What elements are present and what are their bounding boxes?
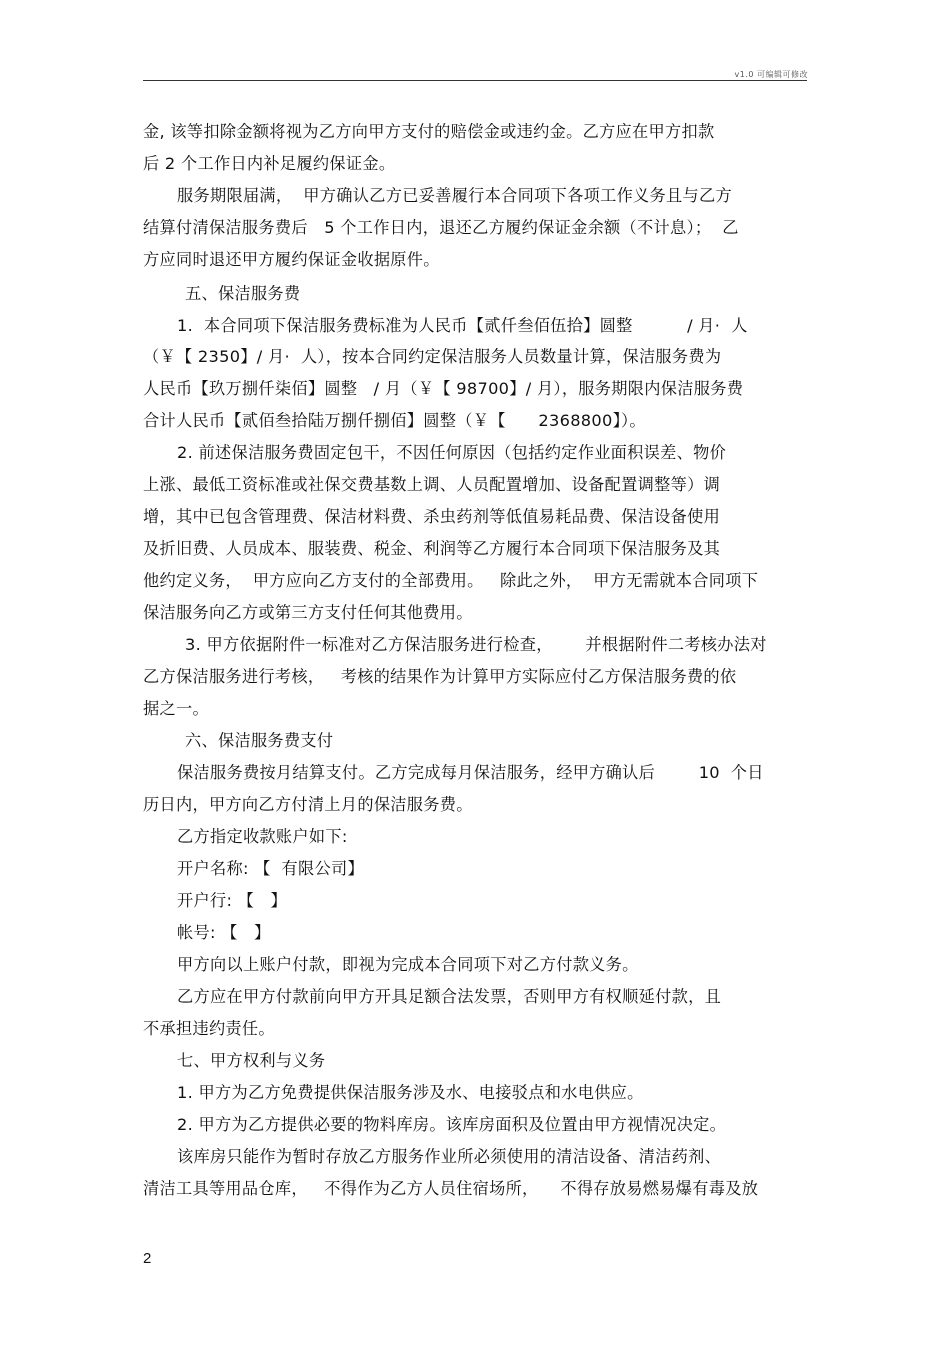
text-line: 乙方保洁服务进行考核， 考核的结果作为计算甲方实际应付乙方保洁服务费的依: [143, 667, 737, 686]
text-line: 服务期限届满， 甲方确认乙方已妥善履行本合同项下各项工作义务且与乙方: [177, 186, 732, 205]
text-line: 上涨、最低工资标准或社保交费基数上调、人员配置增加、设备配置调整等）调: [143, 475, 721, 494]
text-line: 历日内，甲方向乙方付清上月的保洁服务费。: [143, 795, 473, 814]
text-line: 后 2 个工作日内补足履约保证金。: [143, 154, 396, 173]
text-line: 清洁工具等用品仓库， 不得作为乙方人员住宿场所， 不得存放易燃易爆有毒及放: [143, 1179, 759, 1198]
section-heading: 六、保洁服务费支付: [185, 731, 334, 750]
bank-line: 开户行: 【 】: [177, 891, 287, 910]
text-line: 保洁服务费按月结算支付。乙方完成每月保洁服务，经甲方确认后 10 个日: [177, 763, 764, 782]
text-line: 3. 甲方依据附件一标准对乙方保洁服务进行检查， 并根据附件二考核办法对: [185, 635, 767, 654]
text-line: （￥【 2350】/ 月· 人），按本合同约定保洁服务人员数量计算，保洁服务费为: [143, 347, 722, 366]
account-name-line: 开户名称: 【 有限公司】: [177, 859, 364, 878]
text-line: 人民币【玖万捌仟柒佰】圆整 / 月（￥【 98700】/ 月），服务期限内保洁服务费: [143, 379, 744, 398]
text-line: 乙方应在甲方付款前向甲方开具足额合法发票，否则甲方有权顺延付款，且: [177, 987, 722, 1006]
text-line: 该库房只能作为暂时存放乙方服务作业所必须使用的清洁设备、清洁药剂、: [177, 1147, 722, 1166]
text-line: 合计人民币【贰佰叁拾陆万捌仟捌佰】圆整（￥【 2368800】）。: [143, 411, 646, 430]
text-line: 2. 前述保洁服务费固定包干，不因任何原因（包括约定作业面积误差、物价: [177, 443, 727, 462]
text-line: 1. 甲方为乙方免费提供保洁服务涉及水、电接驳点和水电供应。: [177, 1083, 644, 1102]
text-line: 2. 甲方为乙方提供必要的物料库房。该库房面积及位置由甲方视情况决定。: [177, 1115, 727, 1134]
section-heading: 五、保洁服务费: [185, 284, 301, 303]
text-line: 甲方向以上账户付款，即视为完成本合同项下对乙方付款义务。: [177, 955, 639, 974]
version-note: v1.0 可编辑可修改: [734, 70, 808, 79]
text-line: 1. 本合同项下保洁服务费标准为人民币【贰仟叁佰伍拾】圆整 / 月· 人: [177, 316, 748, 335]
text-line: 结算付清保洁服务费后 5 个工作日内，退还乙方履约保证金余额（不计息）； 乙: [143, 218, 739, 237]
text-line: 据之一。: [143, 699, 209, 718]
account-number-line: 帐号: 【 】: [177, 923, 271, 942]
section-heading: 七、甲方权利与义务: [177, 1051, 326, 1070]
text-line: 他约定义务， 甲方应向乙方支付的全部费用。 除此之外， 甲方无需就本合同项下: [143, 571, 759, 590]
header-rule: [143, 80, 807, 81]
text-line: 金, 该等扣除金额将视为乙方向甲方支付的赔偿金或违约金。乙方应在甲方扣款: [143, 122, 715, 141]
text-line: 乙方指定收款账户如下:: [177, 827, 348, 846]
page-number: 2: [143, 1250, 152, 1267]
text-line: 不承担违约责任。: [143, 1019, 275, 1038]
text-line: 增，其中已包含管理费、保洁材料费、杀虫药剂等低值易耗品费、保洁设备使用: [143, 507, 721, 526]
text-line: 及折旧费、人员成本、服装费、税金、利润等乙方履行本合同项下保洁服务及其: [143, 539, 721, 558]
text-line: 方应同时退还甲方履约保证金收据原件。: [143, 250, 440, 269]
text-line: 保洁服务向乙方或第三方支付任何其他费用。: [143, 603, 473, 622]
